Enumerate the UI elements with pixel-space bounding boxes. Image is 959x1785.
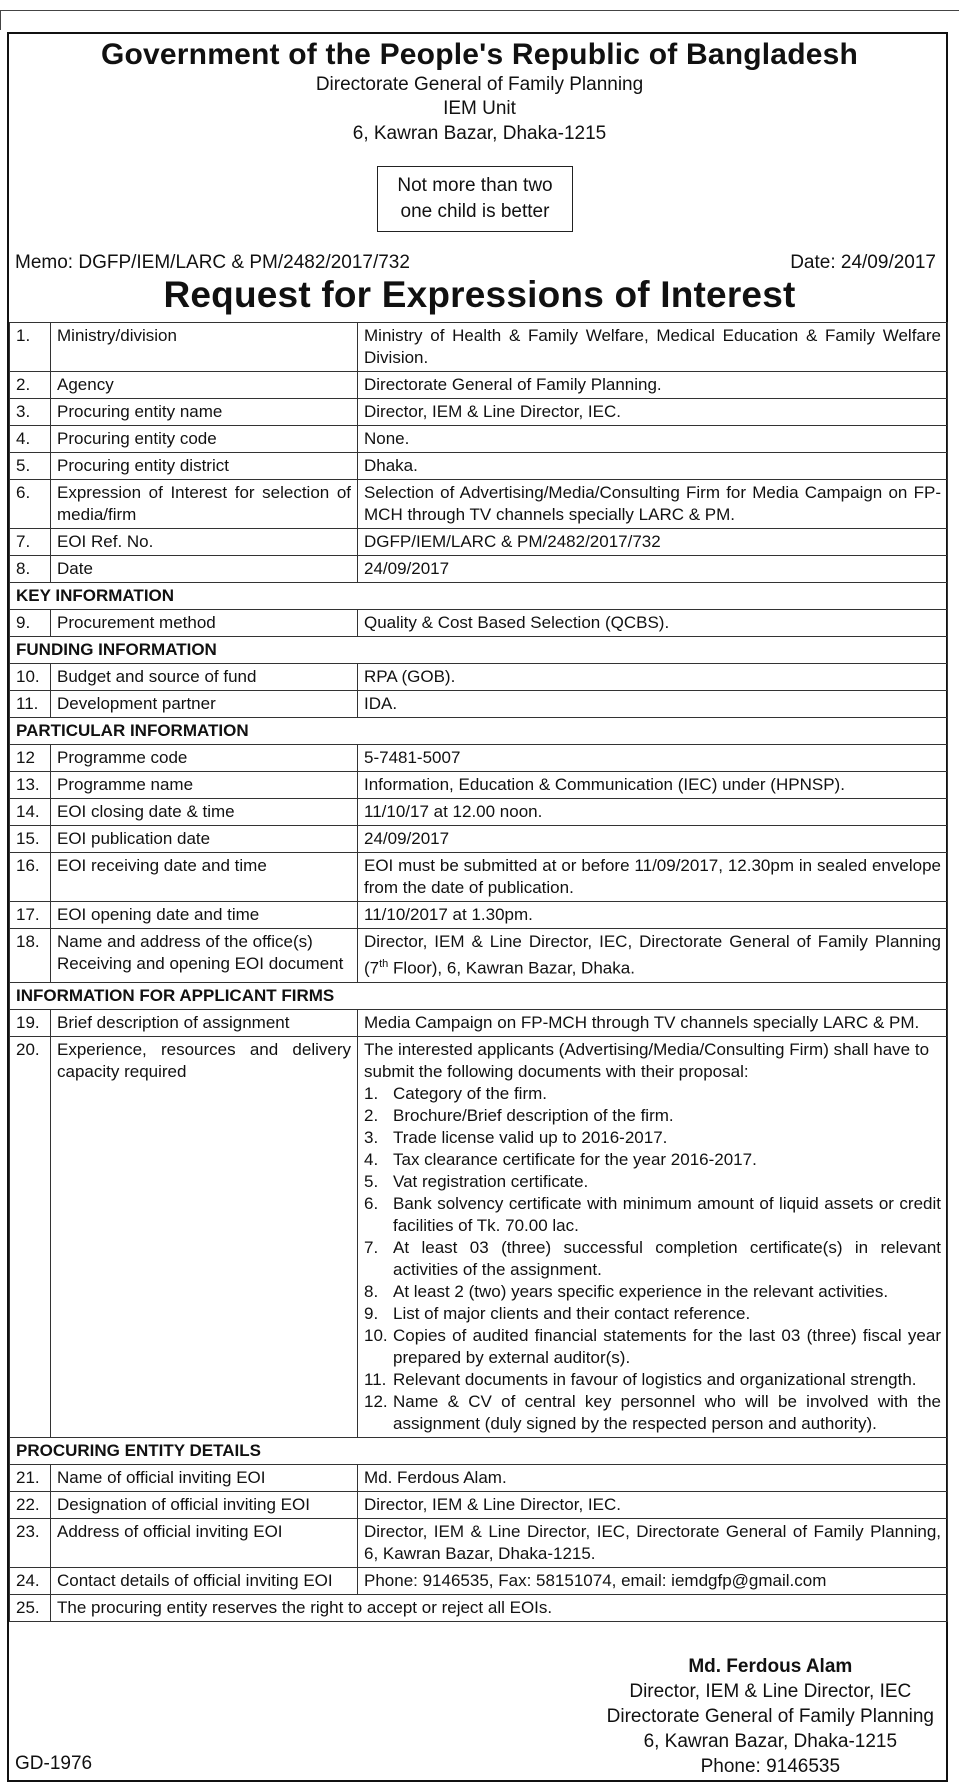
office-address-cell: Director, IEM & Line Director, IEC, Directorate General of Family Planning (7th Floor), 6, Kawran Bazar, Dhaka.	[358, 929, 948, 983]
table-row: 5. Procuring entity district Dhaka.	[10, 453, 948, 480]
motto-line-2: one child is better	[400, 201, 550, 222]
table-row: 14. EOI closing date & time 11/10/17 at 12.00 noon.	[10, 799, 948, 826]
table-row: 22. Designation of official inviting EOI Director, IEM & Line Director, IEC.	[10, 1491, 948, 1518]
table-row: 24. Contact details of official inviting EOI Phone: 9146535, Fax: 58151074, email: iemdgfp@gmail.com	[10, 1567, 948, 1594]
list-item-number: 11.	[364, 1369, 387, 1389]
list-item-text: Brochure/Brief description of the firm.	[393, 1105, 674, 1125]
table-row: 11. Development partner IDA.	[10, 691, 948, 718]
list-item	[364, 1171, 941, 1193]
list-item-text: List of major clients and their contact reference.	[393, 1303, 751, 1323]
list-item-number: 4.	[364, 1149, 379, 1169]
list-item	[364, 1369, 941, 1391]
list-item-text: Trade license valid up to 2016-2017.	[393, 1127, 668, 1147]
list-item-number: 6.	[364, 1193, 379, 1213]
table-row: 4. Procuring entity code None.	[10, 426, 948, 453]
memo-number: Memo: DGFP/IEM/LARC & PM/2482/2017/732	[15, 252, 410, 273]
top-rule	[0, 10, 959, 11]
list-item	[364, 1105, 941, 1127]
signatory-name: Md. Ferdous Alam	[688, 1656, 853, 1677]
signatory-phone: Phone: 9146535	[700, 1756, 841, 1777]
list-item-number: 5.	[364, 1171, 379, 1191]
motto-box	[377, 166, 573, 232]
table-row: 19. Brief description of assignment Media Campaign on FP-MCH through TV channels specially LARC & PM.	[10, 1009, 948, 1036]
list-item-text: At least 03 (three) successful completion certificate(s) in relevant activities of the assignment.	[393, 1237, 941, 1279]
section-row-key: KEY INFORMATION	[10, 583, 948, 610]
requirements-cell	[358, 1036, 948, 1437]
list-item	[364, 1149, 941, 1171]
table-row: 8. Date 24/09/2017	[10, 556, 948, 583]
list-item	[364, 1391, 941, 1435]
notice-frame	[7, 32, 948, 1782]
section-row-funding: FUNDING INFORMATION	[10, 637, 948, 664]
list-item-number: 8.	[364, 1281, 379, 1301]
list-item	[364, 1083, 941, 1105]
list-item-number: 9.	[364, 1303, 379, 1323]
list-item-number: 12.	[364, 1391, 388, 1411]
list-item-number: 3.	[364, 1127, 379, 1147]
list-item-number: 7.	[364, 1237, 379, 1257]
requirements-intro: The interested applicants (Advertising/Media/Consulting Firm) shall have to submit the following documents with their proposal:	[364, 1039, 930, 1081]
signatory-designation: Director, IEM & Line Director, IEC	[629, 1681, 912, 1702]
table-row: 16. EOI receiving date and time EOI must be submitted at or before 11/09/2017, 12.30pm in sealed envelope from the date of publication.	[10, 853, 948, 902]
table-row: 17. EOI opening date and time 11/10/2017 at 1.30pm.	[10, 902, 948, 929]
table-row: 12 Programme code 5-7481-5007	[10, 745, 948, 772]
list-item-text: Name & CV of central key personnel who will be involved with the assignment (duly signed by the respected person and authority).	[393, 1391, 941, 1433]
table-row: 15. EOI publication date 24/09/2017	[10, 826, 948, 853]
table-row: 7. EOI Ref. No. DGFP/IEM/LARC & PM/2482/2017/732	[10, 529, 948, 556]
table-row: 6. Expression of Interest for selection of media/firm Selection of Advertising/Media/Consulting Firm for Media Campaign on FP-MCH through TV channels specially LARC & PM.	[10, 480, 948, 529]
list-item-text: Relevant documents in favour of logistics and organizational strength.	[393, 1369, 917, 1389]
list-item-text: Category of the firm.	[393, 1083, 548, 1103]
motto-line-1: Not more than two	[397, 175, 553, 196]
list-item-text: Vat registration certificate.	[393, 1171, 589, 1191]
requirements-list	[364, 1083, 941, 1435]
government-heading: Government of the People's Republic of Bangladesh	[100, 38, 859, 71]
directorate-heading: Directorate General of Family Planning	[315, 74, 644, 95]
list-item	[364, 1127, 941, 1149]
list-item-number: 10.	[364, 1325, 388, 1345]
table-row: 9. Procurement method Quality & Cost Based Selection (QCBS).	[10, 610, 948, 637]
table-row: 10. Budget and source of fund RPA (GOB).	[10, 664, 948, 691]
list-item	[364, 1325, 941, 1369]
section-row-applicant: INFORMATION FOR APPLICANT FIRMS	[10, 982, 948, 1009]
list-item	[364, 1303, 941, 1325]
signatory-office: Directorate General of Family Planning	[606, 1706, 934, 1727]
section-row-particular: PARTICULAR INFORMATION	[10, 718, 948, 745]
page-title: Request for Expressions of Interest	[163, 274, 796, 315]
list-item	[364, 1193, 941, 1237]
ad-code: GD-1976	[15, 1753, 93, 1774]
address-heading: 6, Kawran Bazar, Dhaka-1215	[352, 123, 607, 144]
list-item-text: Tax clearance certificate for the year 2016-2017.	[393, 1149, 757, 1169]
list-item-text: Copies of audited financial statements for the last 03 (three) fiscal year prepared by external auditor(s).	[393, 1325, 941, 1367]
eoi-table	[9, 322, 948, 1622]
table-row: 25. The procuring entity reserves the right to accept or reject all EOIs.	[10, 1594, 948, 1621]
list-item	[364, 1237, 941, 1281]
signatory-address: 6, Kawran Bazar, Dhaka-1215	[643, 1731, 898, 1752]
table-row: 18. Name and address of the office(s) Receiving and opening EOI document Director, IEM & Line Director, IEC, Directorate General of Family Planning (7th Floor), 6, Kawran Bazar, Dhaka.	[10, 929, 948, 983]
table-row: 23. Address of official inviting EOI Director, IEM & Line Director, IEC, Directorate General of Family Planning, 6, Kawran Bazar, Dhaka-1215.	[10, 1518, 948, 1567]
table-row: 21. Name of official inviting EOI Md. Ferdous Alam.	[10, 1464, 948, 1491]
table-row: 2. Agency Directorate General of Family Planning.	[10, 372, 948, 399]
unit-heading: IEM Unit	[443, 98, 516, 119]
table-row: 20. Experience, resources and delivery capacity required The interested applicants (Advertising/Media/Consulting Firm) shall have to submit the following documents with their proposal: 1. Category of the firm. 2. Brochure/Brief description of the firm. 3. Trade license valid up to 2016-2017. 4. Tax clearance certificate for the year 2016-2017. 5. Vat registration certificate. 6. Bank solvency certificate with minimum amount of liquid assets or credit facilities of Tk. 70.00 lac. 7. At least 03 (three) successful completion certificate(s) in relevant activities of the assignment. 8. At least 2 (two) years specific experience in the relevant activities. 9. List of major clients and their contact reference. 10. Copies of audited financial statements for the last 03 (three) fiscal year prepared by external auditor(s). 11. Relevant documents in favour of logistics and organizational strength. 12. Name & CV of central key personnel who will be involved with the assignment (duly signed by the respected person and authority).	[10, 1036, 948, 1437]
memo-date: Date: 24/09/2017	[790, 252, 936, 273]
signature-block	[607, 1654, 934, 1779]
list-item-text: Bank solvency certificate with minimum amount of liquid assets or credit facilities of Tk. 70.00 lac.	[393, 1193, 941, 1235]
list-item	[364, 1281, 941, 1303]
list-item-text: At least 2 (two) years specific experience in the relevant activities.	[393, 1281, 889, 1301]
table-row: 1. Ministry/division Ministry of Health & Family Welfare, Medical Education & Family Welfare Division.	[10, 323, 948, 372]
table-row: 3. Procuring entity name Director, IEM & Line Director, IEC.	[10, 399, 948, 426]
section-row-entity: PROCURING ENTITY DETAILS	[10, 1437, 948, 1464]
list-item-number: 2.	[364, 1105, 379, 1125]
list-item-number: 1.	[364, 1083, 379, 1103]
table-row: 13. Programme name Information, Education & Communication (IEC) under (HPNSP).	[10, 772, 948, 799]
left-rule	[0, 10, 1, 30]
